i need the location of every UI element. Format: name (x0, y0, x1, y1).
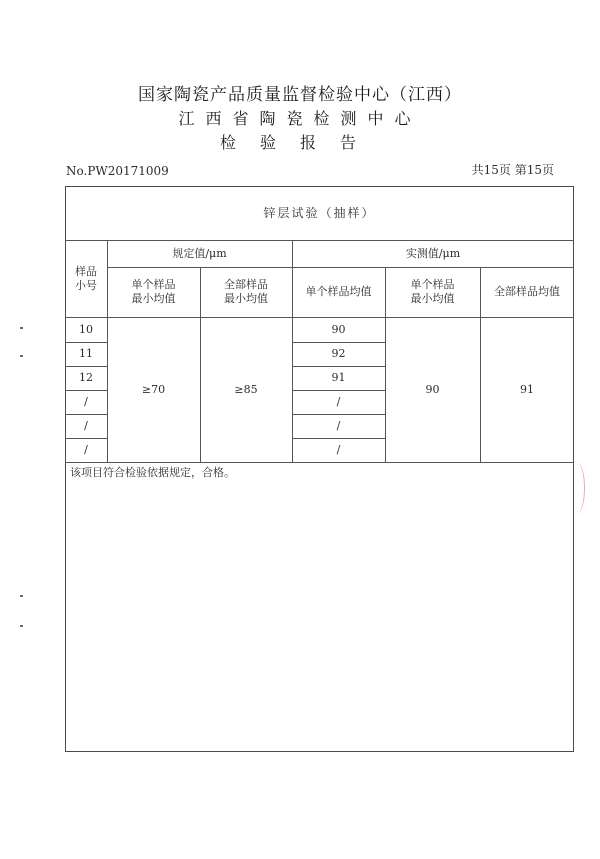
spec-header: 规定值/μm (172, 246, 227, 260)
sample-mean-value: 90 (331, 323, 346, 336)
sample-mean-value: 91 (331, 371, 346, 384)
sample-no: 10 (79, 323, 93, 336)
sample-no: / (84, 443, 88, 456)
scan-mark (20, 327, 23, 329)
measured-single-min-header: 单个样品 最小均值 (410, 278, 455, 305)
sample-no: / (84, 395, 88, 408)
spec-single-min-value: ≥70 (141, 383, 166, 396)
org-name: 国家陶瓷产品质量监督检验中心（江西） (138, 85, 462, 105)
report-number: No.PW20171009 (66, 164, 169, 178)
scan-mark (20, 625, 23, 627)
spec-all-min-header: 全部样品 最小均值 (224, 278, 268, 305)
sample-no-header: 样品 小号 (75, 264, 97, 292)
sample-no: / (84, 419, 88, 432)
report-title: 检验报告 (219, 133, 380, 152)
test-name: 锌层试验（抽样） (263, 206, 376, 220)
page-info: 共15页 第15页 (471, 163, 554, 177)
spec-all-min-value: ≥85 (234, 383, 258, 396)
sample-no: 12 (79, 371, 93, 384)
measured-single-min-value: 90 (425, 383, 440, 396)
sample-mean-value: / (336, 419, 341, 432)
measured-all-mean-header: 全部样品均值 (494, 285, 560, 298)
seal-edge-mark (568, 462, 585, 514)
sample-mean-value: / (336, 395, 341, 408)
sample-mean-value: / (336, 443, 341, 456)
scan-mark (20, 355, 23, 357)
conclusion-text: 该项目符合检验依据规定，合格。 (70, 466, 235, 479)
sample-mean-value: 92 (331, 347, 346, 360)
measured-single-mean-header: 单个样品均值 (305, 285, 372, 298)
spec-single-min-header: 单个样品 最小均值 (131, 278, 176, 305)
measured-header: 实测值/μm (405, 246, 461, 260)
table-rule (65, 462, 574, 463)
scan-mark (20, 595, 23, 597)
measured-all-mean-value: 91 (520, 383, 534, 396)
sample-no: 11 (79, 347, 93, 360)
org-name-local: 江西省陶瓷检测中心 (178, 109, 422, 128)
